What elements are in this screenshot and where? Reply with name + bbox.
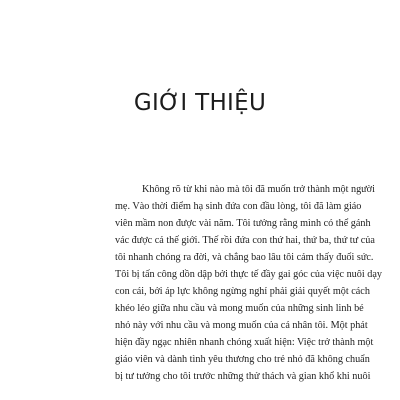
body-line: bị tư tưởng cho tôi trước những thử thách và gian khổ khi nuôi xyxy=(115,371,371,382)
body-line: giáo viên và dành tình yêu thương cho trẻ nhỏ đã không chuẩn xyxy=(115,354,370,365)
body-line: khéo léo giữa nhu cầu và mong muốn của những sinh linh bé xyxy=(115,303,364,314)
body-line: con cái, bởi áp lực không ngừng nghỉ phải giải quyết một cách xyxy=(115,286,370,297)
body-line: Không rõ từ khi nào mà tôi đã muốn trở thành một người xyxy=(142,184,375,195)
body-line: viên mầm non được vài năm. Tôi tưởng rằng mình có thể gánh xyxy=(115,218,371,229)
body-line: Tôi bị tấn công dồn dập bởi thực tế đầy gai góc của việc nuôi dạy xyxy=(115,269,382,280)
body-line: nhỏ này với nhu cầu và mong muốn của cá nhân tôi. Một phát xyxy=(115,320,368,331)
body-line: mẹ. Vào thời điểm hạ sinh đứa con đầu lòng, tôi đã làm giáo xyxy=(115,201,362,212)
body-paragraph xyxy=(115,181,382,385)
body-line: hiện đầy ngạc nhiên nhanh chóng xuất hiện: Việc trở thành một xyxy=(115,337,374,348)
body-line: tôi nhanh chóng ra đời, và chẳng bao lâu tôi cảm thấy đuối sức. xyxy=(115,252,374,263)
body-line: vác được cả thế giới. Thế rồi đứa con thứ hai, thứ ba, thứ tư của xyxy=(115,235,375,246)
chapter-title: GIỚI THIỆU xyxy=(133,90,267,116)
